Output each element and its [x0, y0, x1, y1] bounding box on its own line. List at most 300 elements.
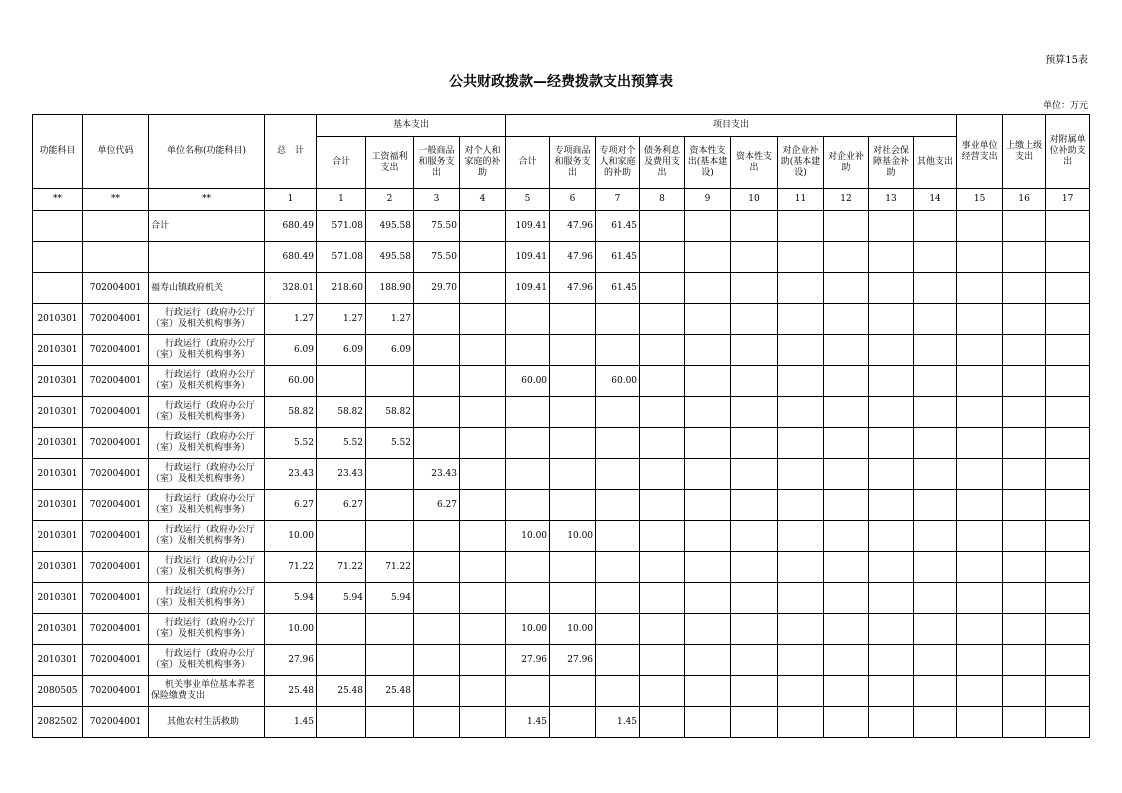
amount-cell — [596, 521, 640, 552]
unit-code-cell — [83, 211, 149, 242]
amount-cell — [596, 676, 640, 707]
amount-cell: 6.09 — [366, 335, 414, 366]
amount-cell — [1046, 397, 1090, 428]
amount-cell: 58.82 — [317, 397, 366, 428]
amount-cell — [778, 459, 824, 490]
amount-cell — [506, 459, 550, 490]
amount-cell — [778, 211, 824, 242]
unit-name-cell: 行政运行（政府办公厅（室）及相关机构事务） — [149, 366, 265, 397]
amount-cell — [640, 614, 685, 645]
unit-name-cell: 行政运行（政府办公厅（室）及相关机构事务） — [149, 614, 265, 645]
amount-cell — [506, 428, 550, 459]
amount-cell — [550, 707, 596, 738]
amount-cell — [1003, 552, 1046, 583]
amount-cell: 10.00 — [550, 614, 596, 645]
amount-cell — [957, 583, 1003, 614]
amount-cell — [460, 459, 506, 490]
amount-cell — [731, 583, 778, 614]
amount-cell — [869, 397, 914, 428]
amount-cell — [778, 335, 824, 366]
amount-cell — [778, 366, 824, 397]
amount-cell — [731, 242, 778, 273]
amount-cell — [1003, 397, 1046, 428]
amount-cell — [731, 366, 778, 397]
amount-cell — [957, 304, 1003, 335]
amount-cell — [414, 521, 460, 552]
amount-cell: 6.27 — [265, 490, 317, 521]
amount-cell — [731, 614, 778, 645]
amount-cell: 10.00 — [550, 521, 596, 552]
amount-cell — [869, 645, 914, 676]
amount-cell: 680.49 — [265, 242, 317, 273]
amount-cell — [869, 490, 914, 521]
amount-cell: 6.09 — [265, 335, 317, 366]
amount-cell — [824, 304, 869, 335]
amount-cell — [824, 552, 869, 583]
unit-code-cell — [83, 242, 149, 273]
amount-cell — [414, 304, 460, 335]
unit-name-cell: 机关事业单位基本养老保险缴费支出 — [149, 676, 265, 707]
table-row — [33, 211, 1090, 242]
column-index-cell: 11 — [778, 189, 824, 211]
table-row — [33, 397, 1090, 428]
amount-cell: 109.41 — [506, 211, 550, 242]
amount-cell — [550, 676, 596, 707]
amount-cell: 1.45 — [265, 707, 317, 738]
amount-cell — [1003, 366, 1046, 397]
header-basic-sub: 合计 — [317, 137, 366, 189]
unit-name-cell: 行政运行（政府办公厅（室）及相关机构事务） — [149, 459, 265, 490]
amount-cell — [1046, 676, 1090, 707]
amount-cell — [778, 676, 824, 707]
unit-name-cell: 行政运行（政府办公厅（室）及相关机构事务） — [149, 335, 265, 366]
amount-cell: 25.48 — [366, 676, 414, 707]
header-unit-name: 单位名称(功能科目) — [149, 115, 265, 189]
amount-cell — [1046, 211, 1090, 242]
amount-cell — [685, 211, 731, 242]
header-func-subject: 功能科目 — [33, 115, 83, 189]
amount-cell — [914, 645, 957, 676]
amount-cell: 218.60 — [317, 273, 366, 304]
amount-cell — [460, 211, 506, 242]
func-code-cell: 2010301 — [33, 645, 83, 676]
column-index-cell: 3 — [414, 189, 460, 211]
amount-cell — [640, 676, 685, 707]
amount-cell: 10.00 — [506, 614, 550, 645]
amount-cell — [1003, 459, 1046, 490]
amount-cell: 10.00 — [265, 521, 317, 552]
amount-cell — [414, 707, 460, 738]
amount-cell: 10.00 — [265, 614, 317, 645]
amount-cell — [914, 676, 957, 707]
amount-cell — [731, 211, 778, 242]
amount-cell — [1003, 583, 1046, 614]
unit-code-cell: 702004001 — [83, 614, 149, 645]
amount-cell — [414, 552, 460, 583]
amount-cell — [914, 211, 957, 242]
amount-cell — [640, 583, 685, 614]
amount-cell — [640, 428, 685, 459]
amount-cell — [460, 304, 506, 335]
amount-cell — [640, 273, 685, 304]
amount-cell — [824, 676, 869, 707]
amount-cell — [1046, 428, 1090, 459]
amount-cell: 5.94 — [366, 583, 414, 614]
func-code-cell: 2010301 — [33, 335, 83, 366]
amount-cell: 47.96 — [550, 242, 596, 273]
amount-cell: 6.27 — [414, 490, 460, 521]
amount-cell — [869, 583, 914, 614]
amount-cell — [317, 614, 366, 645]
amount-cell: 5.94 — [265, 583, 317, 614]
amount-cell — [1046, 459, 1090, 490]
amount-cell — [506, 335, 550, 366]
unit-name-cell: 福寿山镇政府机关 — [149, 273, 265, 304]
amount-cell: 6.09 — [317, 335, 366, 366]
amount-cell — [596, 428, 640, 459]
amount-cell: 58.82 — [265, 397, 317, 428]
header-basic-sub: 对个人和家庭的补助 — [460, 137, 506, 189]
amount-cell — [685, 521, 731, 552]
amount-cell — [731, 676, 778, 707]
amount-cell: 6.27 — [317, 490, 366, 521]
amount-cell — [957, 645, 1003, 676]
header-biz-op: 事业单位经营支出 — [957, 115, 1003, 189]
column-index-cell: 9 — [685, 189, 731, 211]
table-row — [33, 490, 1090, 521]
table-row — [33, 645, 1090, 676]
amount-cell — [869, 707, 914, 738]
table-row — [33, 552, 1090, 583]
amount-cell — [914, 366, 957, 397]
amount-cell — [869, 552, 914, 583]
amount-cell — [550, 459, 596, 490]
amount-cell — [366, 490, 414, 521]
amount-cell — [957, 242, 1003, 273]
amount-cell — [869, 304, 914, 335]
func-code-cell: 2080505 — [33, 676, 83, 707]
func-code-cell: 2010301 — [33, 397, 83, 428]
column-index-cell: 10 — [731, 189, 778, 211]
amount-cell — [869, 459, 914, 490]
amount-cell — [366, 459, 414, 490]
amount-cell — [685, 614, 731, 645]
amount-cell — [824, 242, 869, 273]
column-index-cell: 2 — [366, 189, 414, 211]
func-code-cell: 2010301 — [33, 490, 83, 521]
amount-cell — [596, 552, 640, 583]
amount-cell — [596, 304, 640, 335]
amount-cell — [731, 552, 778, 583]
amount-cell — [957, 707, 1003, 738]
amount-cell — [685, 428, 731, 459]
column-index-cell: 7 — [596, 189, 640, 211]
page-title: 公共财政拨款—经费拨款支出预算表 — [449, 74, 673, 90]
amount-cell — [1046, 366, 1090, 397]
table-row — [33, 335, 1090, 366]
amount-cell — [731, 335, 778, 366]
amount-cell — [914, 428, 957, 459]
amount-cell — [914, 583, 957, 614]
amount-cell — [550, 552, 596, 583]
table-row — [33, 459, 1090, 490]
unit-name-cell: 行政运行（政府办公厅（室）及相关机构事务） — [149, 521, 265, 552]
func-code-cell: 2010301 — [33, 428, 83, 459]
amount-cell: 23.43 — [414, 459, 460, 490]
header-project-sub: 专项对个人和家庭的补助 — [596, 137, 640, 189]
column-index-cell: ** — [83, 189, 149, 211]
amount-cell — [596, 490, 640, 521]
header-unit-code: 单位代码 — [83, 115, 149, 189]
amount-cell: 328.01 — [265, 273, 317, 304]
amount-cell — [957, 614, 1003, 645]
amount-cell: 75.50 — [414, 242, 460, 273]
amount-cell — [506, 552, 550, 583]
amount-cell — [778, 521, 824, 552]
amount-cell — [506, 490, 550, 521]
amount-cell — [869, 521, 914, 552]
amount-cell — [1003, 304, 1046, 335]
amount-cell: 61.45 — [596, 242, 640, 273]
budget-table — [32, 114, 1090, 738]
amount-cell — [460, 366, 506, 397]
amount-cell — [366, 366, 414, 397]
header-basic-sub: 工资福利支出 — [366, 137, 414, 189]
column-index-cell: 12 — [824, 189, 869, 211]
amount-cell: 495.58 — [366, 242, 414, 273]
amount-cell — [640, 521, 685, 552]
amount-cell — [460, 676, 506, 707]
unit-code-cell: 702004001 — [83, 459, 149, 490]
amount-cell: 5.52 — [317, 428, 366, 459]
amount-cell — [1003, 676, 1046, 707]
amount-cell — [824, 583, 869, 614]
header-basic: 基本支出 — [317, 115, 506, 137]
column-index-cell: 5 — [506, 189, 550, 211]
amount-cell — [414, 645, 460, 676]
amount-cell — [414, 397, 460, 428]
unit-code-cell: 702004001 — [83, 428, 149, 459]
table-row — [33, 304, 1090, 335]
amount-cell — [914, 552, 957, 583]
amount-cell — [596, 397, 640, 428]
amount-cell — [596, 459, 640, 490]
unit-code-cell: 702004001 — [83, 304, 149, 335]
amount-cell — [550, 366, 596, 397]
amount-cell: 60.00 — [506, 366, 550, 397]
header-subsidy: 对附属单位补助支出 — [1046, 115, 1090, 189]
amount-cell: 5.52 — [366, 428, 414, 459]
unit-code-cell: 702004001 — [83, 273, 149, 304]
unit-code-cell: 702004001 — [83, 676, 149, 707]
table-row — [33, 366, 1090, 397]
table-row — [33, 521, 1090, 552]
amount-cell — [1003, 335, 1046, 366]
amount-cell: 58.82 — [366, 397, 414, 428]
amount-cell — [1003, 490, 1046, 521]
table-row — [33, 428, 1090, 459]
amount-cell: 25.48 — [317, 676, 366, 707]
unit-name-cell: 行政运行（政府办公厅（室）及相关机构事务） — [149, 552, 265, 583]
amount-cell — [957, 428, 1003, 459]
column-index-cell: 15 — [957, 189, 1003, 211]
column-index-cell: 14 — [914, 189, 957, 211]
amount-cell: 61.45 — [596, 211, 640, 242]
amount-cell — [914, 459, 957, 490]
amount-cell — [460, 335, 506, 366]
amount-cell — [869, 366, 914, 397]
header-upper: 上缴上级支出 — [1003, 115, 1046, 189]
amount-cell — [778, 614, 824, 645]
amount-cell: 60.00 — [265, 366, 317, 397]
form-number: 预算15表 — [1045, 55, 1088, 66]
unit-code-cell: 702004001 — [83, 490, 149, 521]
amount-cell: 680.49 — [265, 211, 317, 242]
amount-cell: 1.45 — [596, 707, 640, 738]
amount-cell — [640, 366, 685, 397]
amount-cell — [685, 242, 731, 273]
amount-cell — [1003, 242, 1046, 273]
amount-cell — [914, 490, 957, 521]
unit-name-cell: 行政运行（政府办公厅（室）及相关机构事务） — [149, 490, 265, 521]
amount-cell: 571.08 — [317, 211, 366, 242]
amount-cell — [778, 490, 824, 521]
unit-name-cell: 行政运行（政府办公厅（室）及相关机构事务） — [149, 583, 265, 614]
amount-cell — [460, 521, 506, 552]
func-code-cell: 2010301 — [33, 304, 83, 335]
amount-cell — [1046, 242, 1090, 273]
amount-cell — [596, 335, 640, 366]
amount-cell — [824, 707, 869, 738]
amount-cell — [1046, 707, 1090, 738]
column-index-cell: 4 — [460, 189, 506, 211]
amount-cell — [731, 459, 778, 490]
amount-cell — [824, 273, 869, 304]
amount-cell — [957, 490, 1003, 521]
amount-cell — [640, 242, 685, 273]
unit-code-cell: 702004001 — [83, 645, 149, 676]
amount-cell — [414, 335, 460, 366]
amount-cell — [869, 273, 914, 304]
unit-code-cell: 702004001 — [83, 397, 149, 428]
amount-cell — [1046, 273, 1090, 304]
amount-cell — [1046, 583, 1090, 614]
table-row — [33, 676, 1090, 707]
table-row — [33, 273, 1090, 304]
header-project-sub: 对企业补助(基本建设) — [778, 137, 824, 189]
amount-cell — [914, 707, 957, 738]
amount-cell — [778, 552, 824, 583]
amount-cell — [914, 521, 957, 552]
amount-cell — [778, 707, 824, 738]
amount-cell — [460, 583, 506, 614]
amount-cell — [640, 397, 685, 428]
header-project-sub: 对社会保障基金补助 — [869, 137, 914, 189]
amount-cell: 60.00 — [596, 366, 640, 397]
amount-cell — [731, 645, 778, 676]
amount-cell: 571.08 — [317, 242, 366, 273]
amount-cell — [1003, 707, 1046, 738]
amount-cell: 29.70 — [414, 273, 460, 304]
column-index-cell: 13 — [869, 189, 914, 211]
amount-cell — [824, 490, 869, 521]
amount-cell — [1003, 645, 1046, 676]
func-code-cell: 2010301 — [33, 459, 83, 490]
amount-cell — [824, 428, 869, 459]
amount-cell — [685, 273, 731, 304]
amount-cell: 5.52 — [265, 428, 317, 459]
amount-cell — [1003, 211, 1046, 242]
func-code-cell — [33, 211, 83, 242]
amount-cell — [685, 552, 731, 583]
header-project-sub: 合计 — [506, 137, 550, 189]
header-project-sub: 其他支出 — [914, 137, 957, 189]
amount-cell — [596, 645, 640, 676]
amount-cell — [824, 366, 869, 397]
amount-cell — [550, 428, 596, 459]
amount-cell — [1046, 645, 1090, 676]
amount-cell — [317, 707, 366, 738]
amount-cell — [460, 645, 506, 676]
amount-cell: 1.27 — [265, 304, 317, 335]
amount-cell — [914, 614, 957, 645]
header-basic-sub: 一般商品和服务支出 — [414, 137, 460, 189]
amount-cell — [550, 304, 596, 335]
column-index-cell: 17 — [1046, 189, 1090, 211]
unit-code-cell: 702004001 — [83, 521, 149, 552]
amount-cell — [506, 397, 550, 428]
func-code-cell: 2010301 — [33, 521, 83, 552]
amount-cell — [685, 583, 731, 614]
amount-cell — [957, 521, 1003, 552]
unit-name-cell: 行政运行（政府办公厅（室）及相关机构事务） — [149, 397, 265, 428]
amount-cell: 1.27 — [317, 304, 366, 335]
column-index-cell: 1 — [317, 189, 366, 211]
amount-cell — [640, 459, 685, 490]
amount-cell — [1046, 490, 1090, 521]
amount-cell — [460, 614, 506, 645]
amount-cell — [914, 242, 957, 273]
amount-cell — [731, 521, 778, 552]
unit-name-cell: 合计 — [149, 211, 265, 242]
amount-cell — [778, 304, 824, 335]
amount-cell — [640, 490, 685, 521]
func-code-cell: 2010301 — [33, 366, 83, 397]
amount-cell — [1046, 521, 1090, 552]
amount-cell — [640, 211, 685, 242]
amount-cell — [778, 242, 824, 273]
amount-cell: 71.22 — [317, 552, 366, 583]
amount-cell: 27.96 — [506, 645, 550, 676]
unit-code-cell: 702004001 — [83, 366, 149, 397]
amount-cell — [731, 428, 778, 459]
amount-cell: 1.27 — [366, 304, 414, 335]
amount-cell — [914, 397, 957, 428]
amount-cell: 61.45 — [596, 273, 640, 304]
amount-cell — [640, 335, 685, 366]
column-index-cell: 16 — [1003, 189, 1046, 211]
amount-cell — [414, 366, 460, 397]
amount-cell — [1003, 273, 1046, 304]
amount-cell — [317, 645, 366, 676]
amount-cell — [460, 707, 506, 738]
amount-cell — [914, 304, 957, 335]
amount-cell — [414, 614, 460, 645]
unit-name-cell: 行政运行（政府办公厅（室）及相关机构事务） — [149, 645, 265, 676]
amount-cell — [869, 211, 914, 242]
amount-cell: 27.96 — [550, 645, 596, 676]
amount-cell — [317, 366, 366, 397]
